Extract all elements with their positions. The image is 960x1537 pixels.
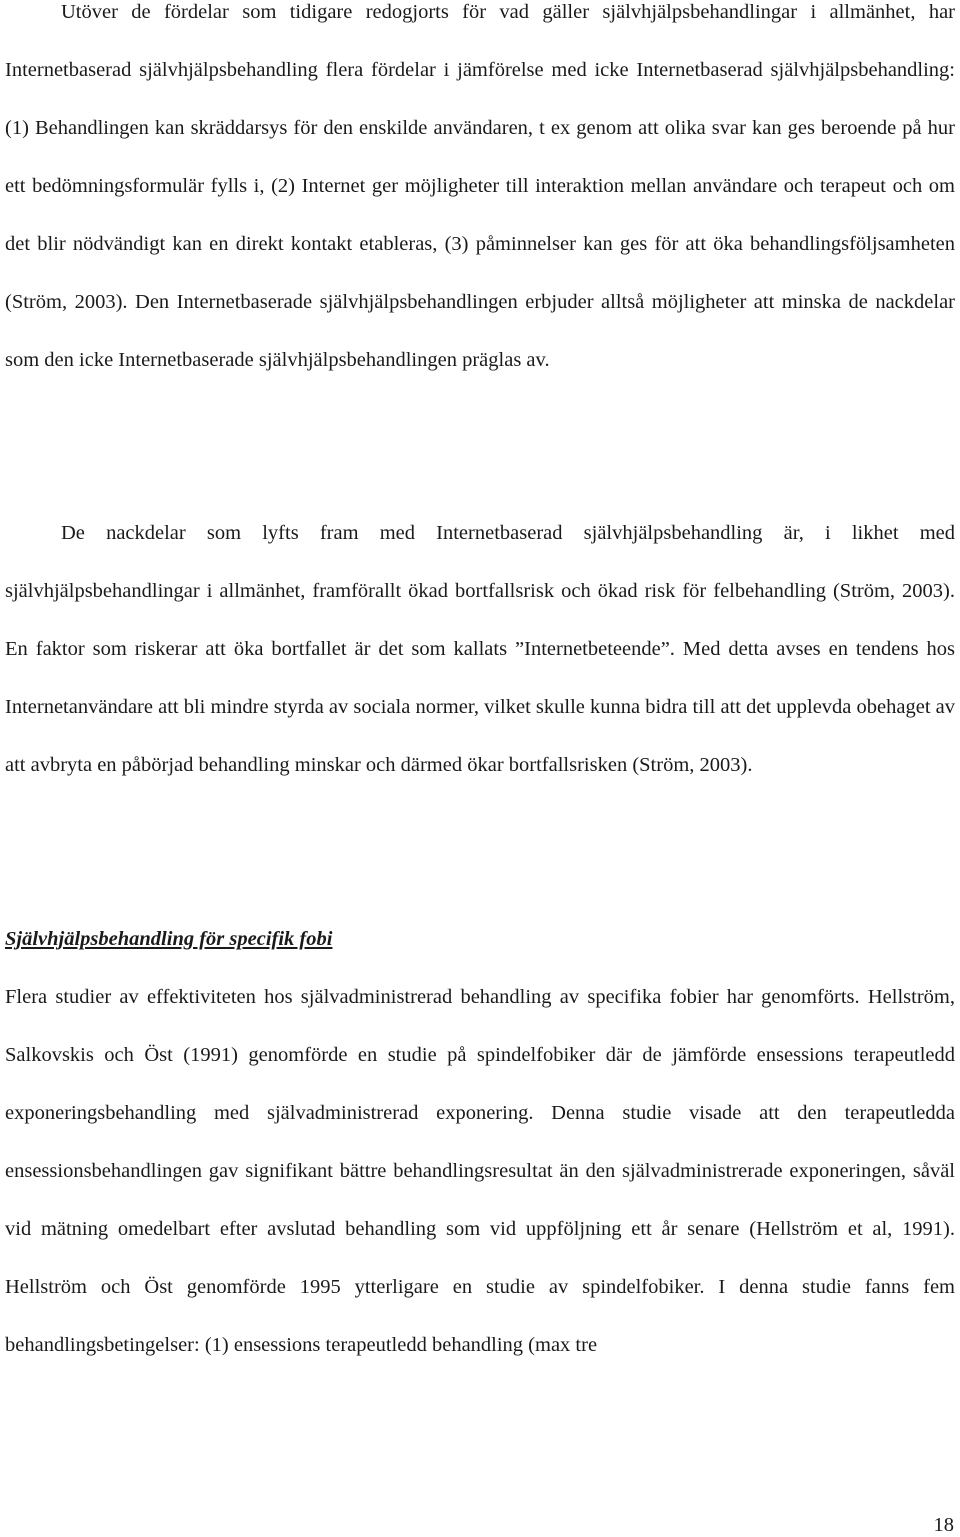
page-number: 18 <box>933 1514 954 1536</box>
body-paragraph: De nackdelar som lyfts fram med Internetbaserad självhjälpsbehandling är, i likhet med självhjälpsbehandlingar i allmänhet, framförallt ökad bortfallsrisk och ökad risk för felbehandling (Ström, 2003). En faktor som riskerar att öka bortfallet är det som kallats ”Internetbeteende”. Med detta avses en tendens hos Internetanvändare att bli mindre styrda av sociala normer, vilket skulle kunna bidra till att det upplevda obehaget av att avbryta en påbörjad behandling minskar och därmed ökar bortfallsrisken (Ström, 2003). <box>5 522 955 776</box>
body-paragraph: Flera studier av effektiviteten hos självadministrerad behandling av specifika fobier har genomförts. Hellström, Salkovskis och Öst (1991) genomförde en studie på spindelfobiker där de jämförde ensessions terapeutledd exponeringsbehandling med självadministrerad exponering. Denna studie visade att den terapeutledda ensessionsbehandlingen gav signifikant bättre behandlingsresultat än den självadministrerade exponeringen, såväl vid mätning omedelbart efter avslutad behandling som vid uppföljning ett år senare (Hellström et al, 1991). Hellström och Öst genomförde 1995 ytterligare en studie av spindelfobiker. I denna studie fanns fem behandlingsbetingelser: (1) ensessions terapeutledd behandling (max tre <box>5 986 955 1356</box>
body-paragraph: Utöver de fördelar som tidigare redogjorts för vad gäller självhjälpsbehandlingar i allmänhet, har Internetbaserad självhjälpsbehandling flera fördelar i jämförelse med icke Internetbaserad självhjälpsbehandling: (1) Behandlingen kan skräddarsys för den enskilde användaren, t ex genom att olika svar kan ges beroende på hur ett bedömningsformulär fylls i, (2) Internet ger möjligheter till interaktion mellan användare och terapeut och om det blir nödvändigt kan en direkt kontakt etableras, (3) påminnelser kan ges för att öka behandlingsföljsamheten (Ström, 2003). Den Internetbaserade självhjälpsbehandlingen erbjuder alltså möjligheter att minska de nackdelar som den icke Internetbaserade självhjälpsbehandlingen präglas av. <box>5 1 955 371</box>
section-heading: Självhjälpsbehandling för specifik fobi <box>5 928 333 950</box>
